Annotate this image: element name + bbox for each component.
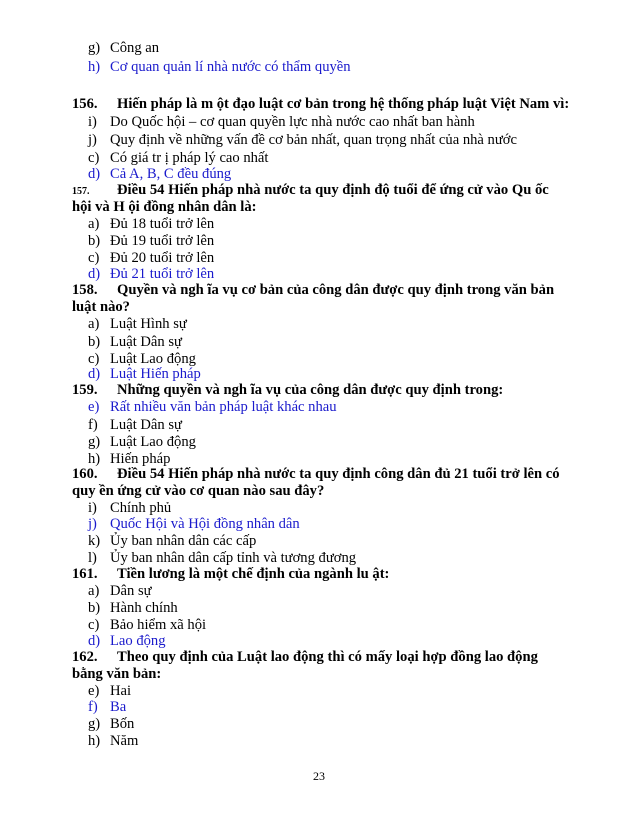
option-f-correct: f) Ba (88, 699, 127, 715)
option-c: c) Đủ 20 tuổi trở lên (88, 250, 215, 266)
option-i: i) Do Quốc hội – cơ quan quyền lực nhà nước cao nhất ban hành (88, 114, 475, 130)
option-d-correct: d) Luật Hiến pháp (88, 366, 201, 382)
question-156: 156. Hiến pháp là m ột đạo luật cơ bản trong hệ thống pháp luật Việt Nam vì: (72, 96, 570, 112)
option-c: c) Có giá tr ị pháp lý cao nhất (88, 150, 269, 166)
question-157: 157. Điều 54 Hiến pháp nhà nước ta quy định độ tuổi để ứng cử vào Qu ốc (72, 182, 549, 198)
option-h-correct: h) Cơ quan quản lí nhà nước có thẩm quyền (88, 59, 351, 75)
option-d-correct: d) Lao động (88, 633, 166, 649)
option-g: g) Bốn (88, 716, 135, 732)
option-b: b) Hành chính (88, 600, 178, 616)
option-a: a) Đủ 18 tuổi trở lên (88, 216, 215, 232)
option-f: f) Luật Dân sự (88, 417, 182, 433)
option-b: b) Luật Dân sự (88, 334, 182, 350)
option-h: h) Năm (88, 733, 139, 749)
option-i: i) Chính phủ (88, 500, 172, 516)
option-a: a) Luật Hình sự (88, 316, 187, 332)
question-162-cont: bằng văn bản: (72, 666, 162, 682)
option-j: j) Quy định về những vấn đề cơ bản nhất, quan trọng nhất của nhà nước (88, 132, 517, 148)
question-160-cont: quy ền ứng cử vào cơ quan nào sau đây? (72, 483, 325, 499)
option-g: g) Công an (88, 40, 160, 56)
option-e-correct: e) Rất nhiều văn bản pháp luật khác nhau (88, 399, 337, 415)
option-e: e) Hai (88, 683, 132, 699)
option-h: h) Hiến pháp (88, 451, 171, 467)
option-j-correct: j) Quốc Hội và Hội đồng nhân dân (88, 516, 300, 532)
option-d-correct: d) Cả A, B, C đều đúng (88, 166, 232, 182)
option-d-correct: d) Đủ 21 tuổi trở lên (88, 266, 215, 282)
page-number: 23 (313, 769, 325, 783)
option-l: l) Ủy ban nhân dân cấp tỉnh và tương đương (88, 550, 357, 566)
question-157-cont: hội và H ội đồng nhân dân là: (72, 199, 257, 215)
option-g: g) Luật Lao động (88, 434, 196, 450)
question-159: 159. Những quyền và ngh ĩa vụ của công dân được quy định trong: (72, 382, 504, 398)
question-160: 160. Điều 54 Hiến pháp nhà nước ta quy định công dân đủ 21 tuổi trở lên có (72, 466, 560, 482)
option-a: a) Dân sự (88, 583, 152, 599)
question-161: 161. Tiền lương là một chế định của ngành lu ật: (72, 566, 390, 582)
option-k: k) Ủy ban nhân dân các cấp (88, 533, 257, 549)
question-158-cont: luật nào? (72, 299, 130, 315)
option-b: b) Đủ 19 tuổi trở lên (88, 233, 215, 249)
option-c: c) Luật Lao động (88, 351, 196, 367)
question-158: 158. Quyền và ngh ĩa vụ cơ bản của công dân được quy định trong văn bản (72, 282, 555, 298)
question-162: 162. Theo quy định của Luật lao động thì có mấy loại hợp đồng lao động (72, 649, 538, 665)
option-c: c) Bảo hiểm xã hội (88, 617, 207, 633)
